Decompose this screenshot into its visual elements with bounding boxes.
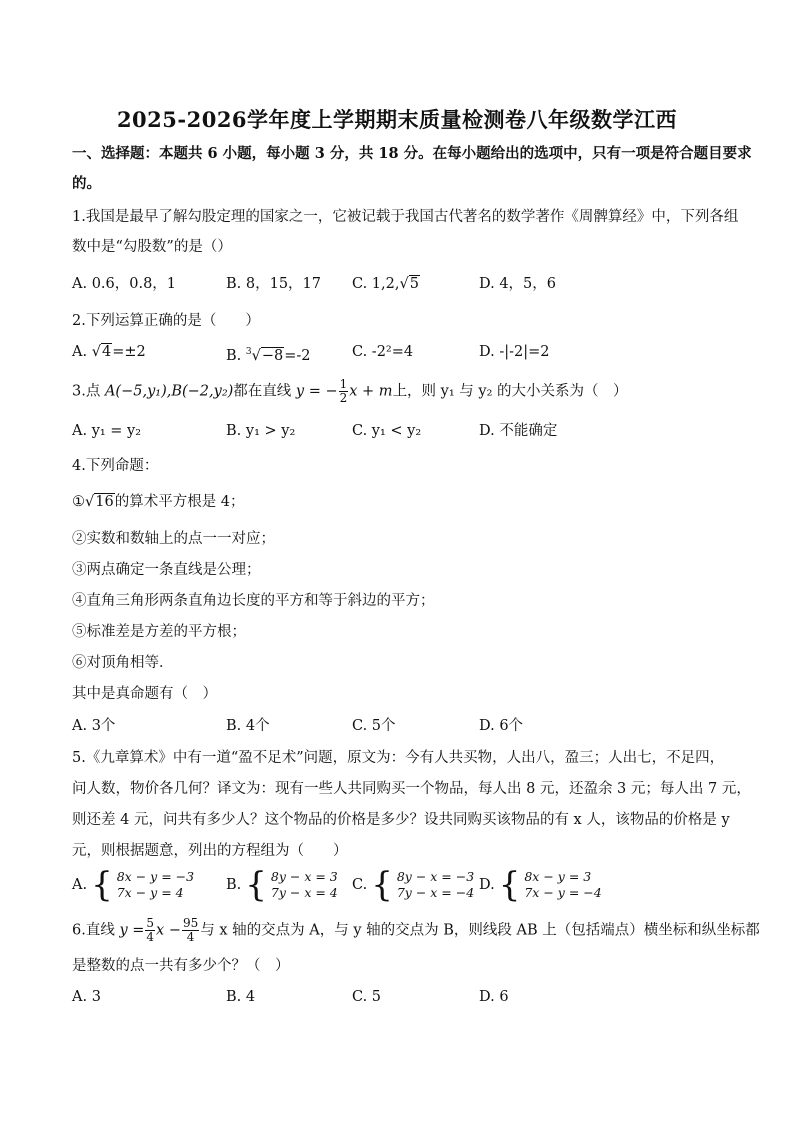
q5-option-a-eq1: 8x − y = −3 bbox=[116, 869, 195, 884]
q6-option-d: D. 6 bbox=[479, 989, 509, 1005]
q3-fraction-den: 2 bbox=[339, 391, 348, 405]
q3-line-rhs: x + m bbox=[349, 383, 393, 400]
q3-stem-post: 上，则 y₁ 与 y₂ 的大小关系为（ ） bbox=[392, 383, 628, 400]
q4-option-b: B. 4个 bbox=[226, 718, 270, 734]
q5-option-b-eq1: 8y − x = 3 bbox=[270, 869, 338, 884]
q3-option-a: A. y₁ = y₂ bbox=[72, 423, 142, 439]
q3-points: A(−5,y₁),B(−2,y₂) bbox=[104, 383, 234, 400]
q2-option-b-prefix: B. bbox=[226, 347, 246, 364]
q2-option-a bbox=[72, 342, 146, 362]
q6-option-c: C. 5 bbox=[352, 989, 382, 1005]
q6-stem-line2: 是整数的点一共有多少个？（ ） bbox=[72, 958, 290, 974]
q5-option-c-eq2: 7y − x = −4 bbox=[396, 885, 475, 900]
q2-option-c: C. -2²=4 bbox=[352, 344, 414, 360]
section-heading-line2: 的。 bbox=[72, 175, 101, 192]
q3-stem-pre: 3.点 bbox=[72, 383, 105, 400]
q2-option-b-index: 3 bbox=[245, 347, 252, 357]
q5-option-c bbox=[352, 865, 475, 905]
q5-option-c-eq1: 8y − x = −3 bbox=[396, 869, 475, 884]
q4-option-d: D. 6个 bbox=[479, 718, 524, 734]
q1-option-c-prefix: C. 1,2, bbox=[352, 276, 400, 292]
q1-option-a: A. 0.6，0.8，1 bbox=[72, 276, 177, 292]
q3-option-c: C. y₁ < y₂ bbox=[352, 423, 422, 439]
q4-option-a: A. 3个 bbox=[72, 718, 116, 734]
q1-stem-line2: 数中是“勾股数”的是（） bbox=[72, 239, 232, 255]
q3-fraction-num: 1 bbox=[339, 377, 348, 391]
q5-option-b-label: B. bbox=[226, 877, 242, 893]
q5-option-d-eq2: 7x − y = −4 bbox=[524, 885, 602, 900]
q6-fraction-1 bbox=[145, 917, 155, 944]
left-brace-icon: { bbox=[498, 865, 521, 905]
q3-stem-mid: 都在直线 bbox=[233, 383, 296, 400]
q6-option-b: B. 4 bbox=[226, 989, 256, 1005]
q3-fraction bbox=[339, 378, 349, 405]
q5-option-b-eq2: 7y − x = 4 bbox=[270, 885, 338, 900]
q2-option-a-suffix: =±2 bbox=[112, 344, 146, 360]
q3-stem bbox=[72, 378, 722, 405]
q2-option-d: D. -|-2|=2 bbox=[479, 344, 550, 360]
q5-option-a-label: A. bbox=[72, 877, 88, 893]
q3-option-d: D. 不能确定 bbox=[479, 423, 558, 439]
sqrt-symbol-icon: √ bbox=[85, 494, 95, 510]
q4-option-c: C. 5个 bbox=[352, 718, 396, 734]
q1-stem-line1: 1.我国是最早了解勾股定理的国家之一，它被记载于我国古代著名的数学著作《周髀算经》中，下列各组 bbox=[72, 209, 739, 225]
q4-proposition-4: ④直角三角形两条直角边长度的平方和等于斜边的平方； bbox=[72, 593, 435, 609]
q6-option-a: A. 3 bbox=[72, 989, 101, 1005]
sqrt-symbol-icon: √ bbox=[399, 276, 409, 292]
q5-option-d-label: D. bbox=[479, 877, 495, 893]
q4-ask: 其中是真命题有（ ） bbox=[72, 686, 217, 702]
q2-option-b-suffix: =-2 bbox=[284, 347, 311, 364]
q4-stem: 4.下列命题： bbox=[72, 458, 159, 474]
q5-option-d-system bbox=[524, 869, 601, 901]
section-heading-line1: 一、选择题：本题共 6 小题，每小题 3 分，共 18 分。在每小题给出的选项中，只有一项是符合题目要求 bbox=[72, 145, 752, 162]
q2-option-b-radicand: −8 bbox=[261, 347, 284, 364]
q5-option-d bbox=[479, 865, 602, 905]
q6-f2-num: 95 bbox=[182, 916, 199, 930]
q1-option-c bbox=[352, 274, 420, 294]
q5-option-a bbox=[72, 865, 195, 905]
q5-stem-line1: 5.《九章算术》中有一道“盈不足术”问题，原文为：今有人共买物，人出八，盈三；人出七，不足四， bbox=[72, 750, 725, 766]
q2-stem: 2.下列运算正确的是（ ） bbox=[72, 313, 260, 329]
q3-option-b: B. y₁ > y₂ bbox=[226, 423, 296, 439]
sqrt-symbol-icon: √ bbox=[251, 347, 261, 364]
q6-y-eq: y = bbox=[119, 922, 145, 939]
q5-option-a-system bbox=[117, 869, 194, 901]
q4-proposition-1 bbox=[72, 492, 722, 512]
left-brace-icon: { bbox=[371, 865, 393, 905]
q5-option-c-label: C. bbox=[352, 877, 368, 893]
q5-option-c-system bbox=[397, 869, 474, 901]
q1-option-d: D. 4，5，6 bbox=[479, 276, 557, 292]
q6-pre: 6.直线 bbox=[72, 922, 120, 939]
q3-line-lhs: y = − bbox=[295, 383, 338, 400]
q6-f2-den: 4 bbox=[186, 930, 195, 944]
q5-stem-line2: 问人数，物价各几何？译文为：现有一些人共同购买一个物品，每人出 8 元，还盈余 3 元；每人出 7 元， bbox=[72, 781, 751, 797]
q5-stem-line3: 则还差 4 元，问共有多少人？这个物品的价格是多少？设共同购买该物品的有 x 人，该物品的价格是 y bbox=[72, 812, 730, 828]
q4-p1-radicand: 16 bbox=[95, 494, 114, 510]
sqrt-symbol-icon: √ bbox=[91, 344, 101, 360]
q6-mid: x − bbox=[156, 922, 181, 939]
q6-stem-line1 bbox=[72, 916, 760, 944]
q4-proposition-6: ⑥对顶角相等． bbox=[72, 655, 174, 671]
q4-proposition-2: ②实数和数轴上的点一一对应； bbox=[72, 531, 275, 547]
q6-f1-den: 4 bbox=[146, 930, 155, 944]
q4-proposition-5: ⑤标准差是方差的平方根； bbox=[72, 624, 246, 640]
q1-option-c-radicand: 5 bbox=[409, 276, 419, 292]
q5-option-b bbox=[226, 865, 338, 905]
q2-option-b bbox=[226, 342, 311, 366]
q4-p1-post: 的算术平方根是 4； bbox=[114, 494, 245, 510]
q5-stem-line4: 元，则根据题意，列出的方程组为（ ） bbox=[72, 843, 348, 859]
q5-option-b-system bbox=[271, 869, 338, 901]
q1-option-b: B. 8，15，17 bbox=[226, 276, 322, 292]
left-brace-icon: { bbox=[245, 865, 267, 905]
q2-option-a-radicand: 4 bbox=[101, 344, 112, 360]
q4-proposition-3: ③两点确定一条直线是公理； bbox=[72, 562, 261, 578]
q5-option-d-eq1: 8x − y = 3 bbox=[524, 869, 592, 884]
q2-option-a-prefix: A. bbox=[72, 344, 92, 360]
left-brace-icon: { bbox=[91, 865, 113, 905]
q6-post: 与 x 轴的交点为 A，与 y 轴的交点为 B，则线段 AB 上（包括端点）横坐标和纵坐标都 bbox=[200, 922, 760, 939]
q5-option-a-eq2: 7x − y = 4 bbox=[116, 885, 184, 900]
q6-f1-num: 5 bbox=[146, 916, 155, 930]
page-title: 2025-2026学年度上学期期末质量检测卷八年级数学江西 bbox=[116, 107, 678, 132]
q4-p1-pre: ① bbox=[72, 494, 85, 510]
q6-fraction-2 bbox=[182, 917, 199, 944]
